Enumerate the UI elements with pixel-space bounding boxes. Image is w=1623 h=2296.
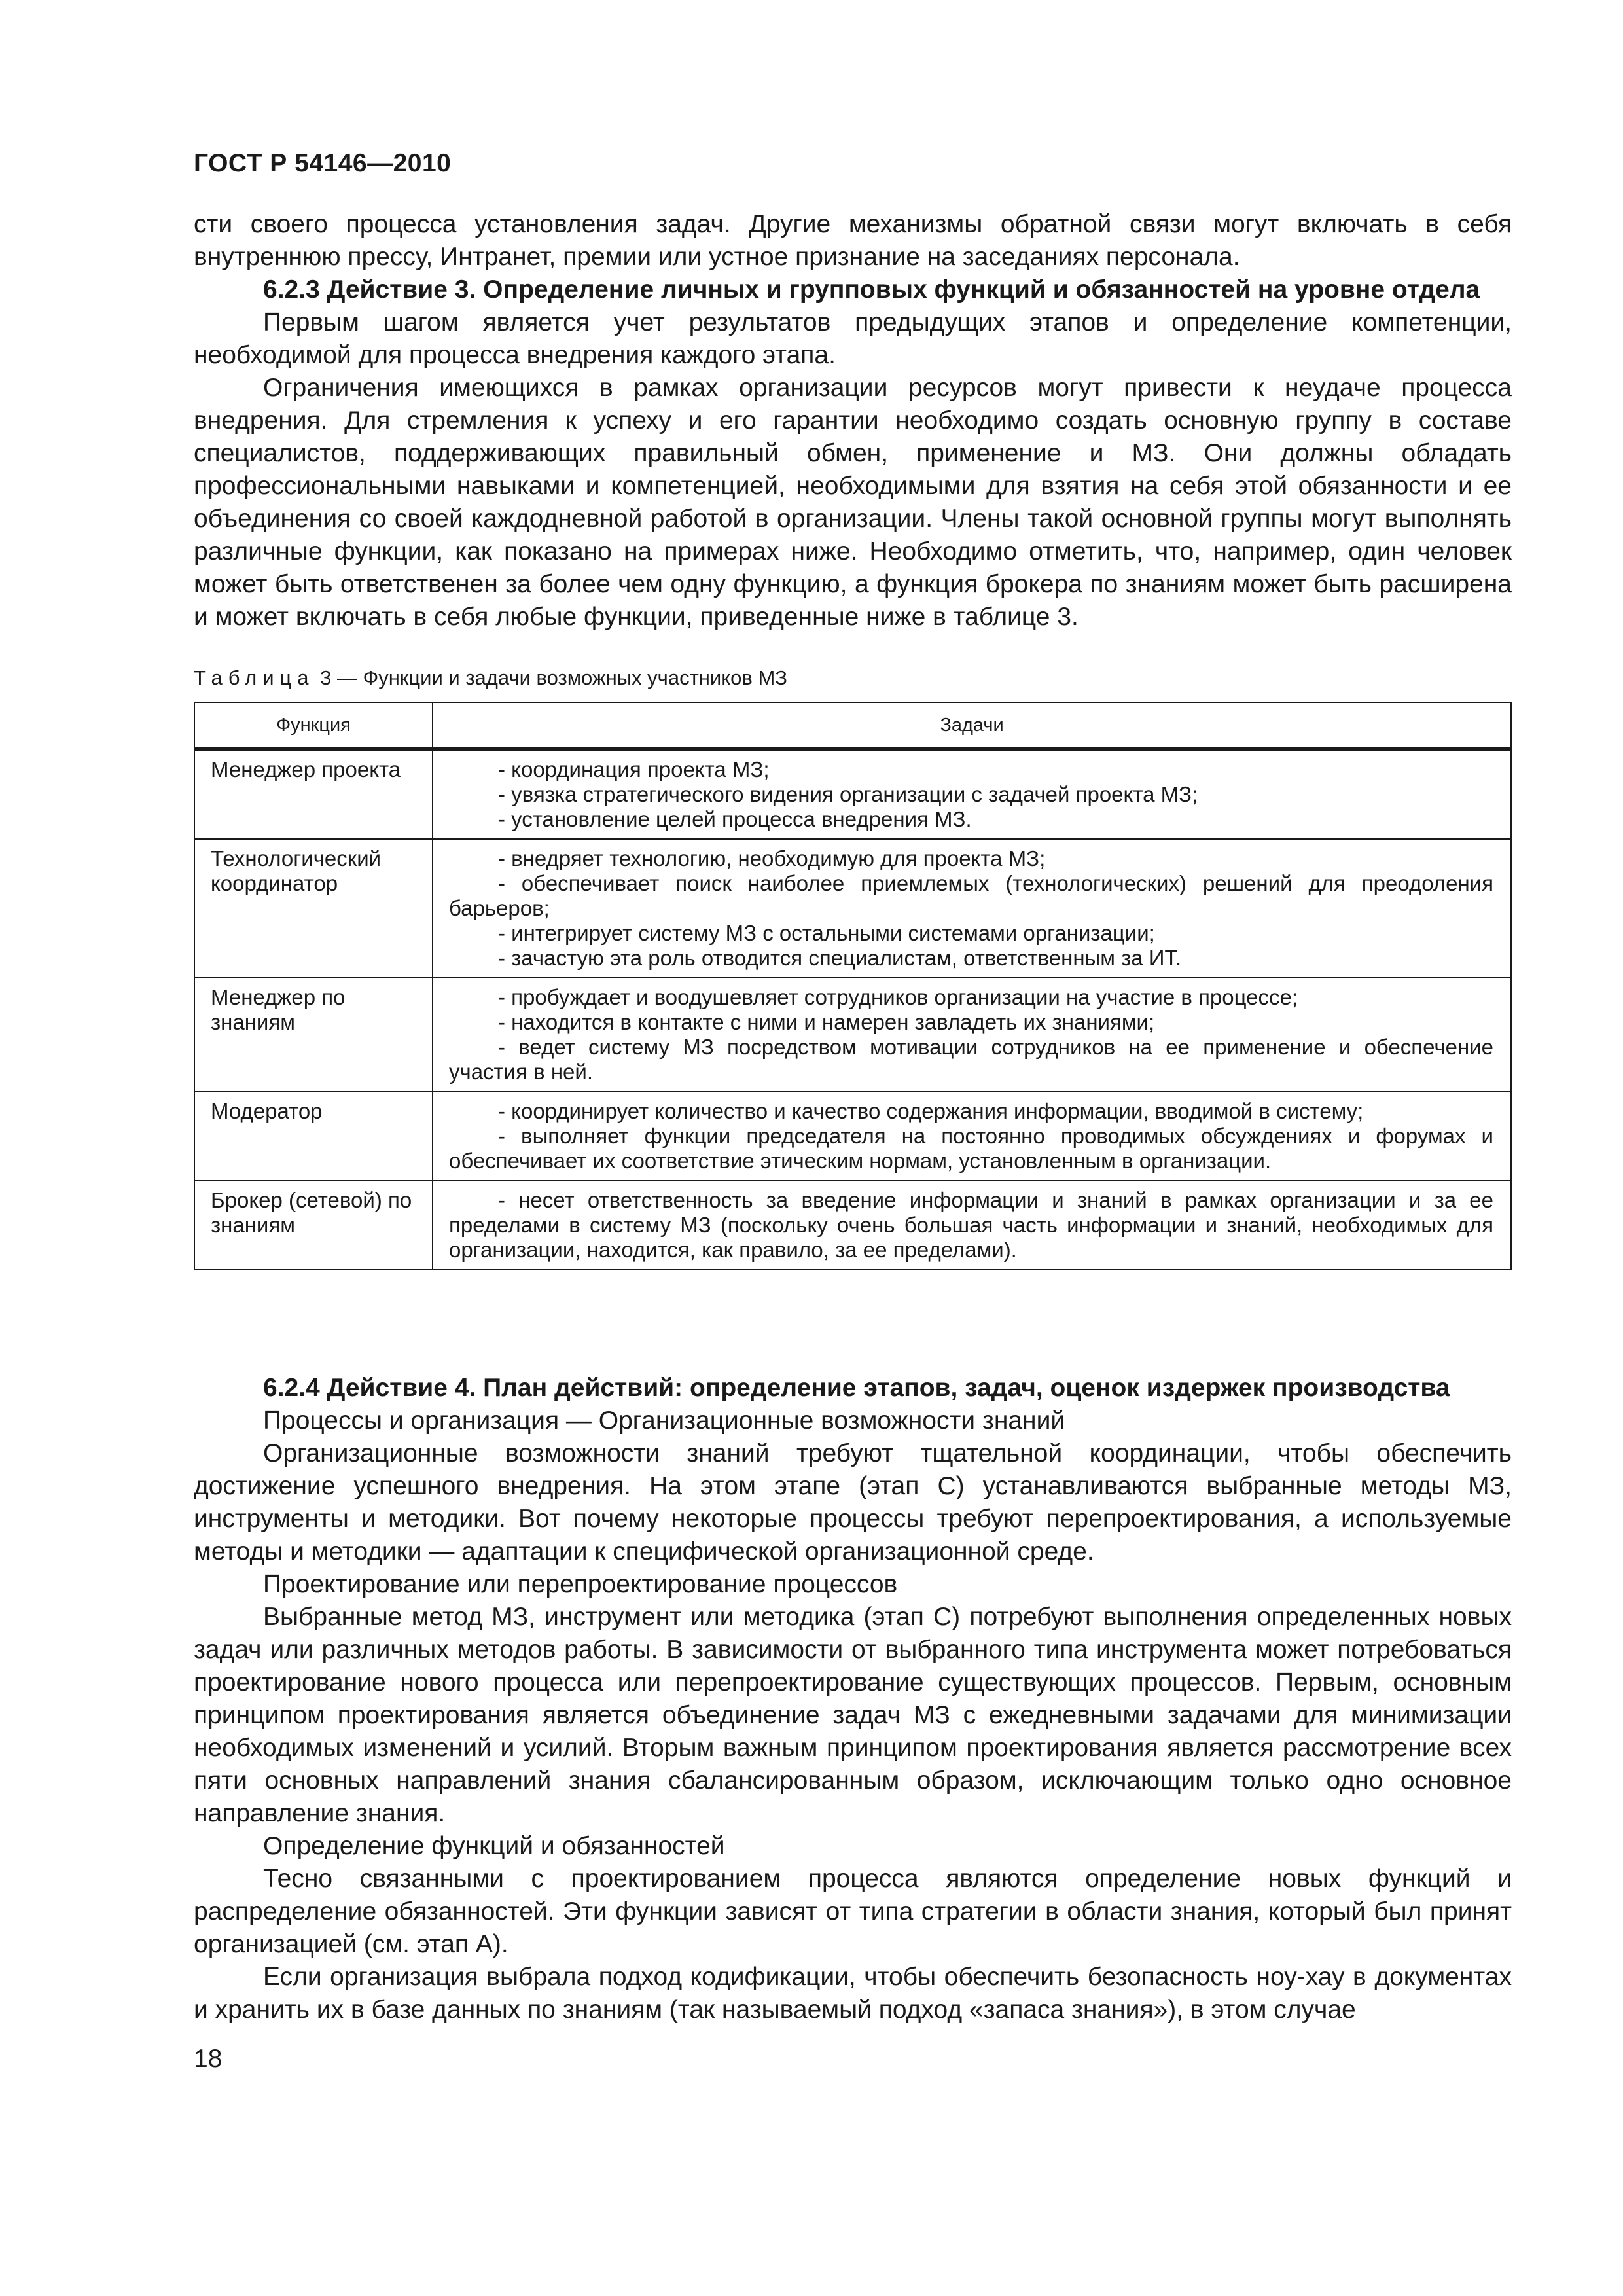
body-text-lower bbox=[194, 1372, 1512, 2026]
table-header-row bbox=[194, 702, 1511, 749]
table-row bbox=[194, 1092, 1511, 1181]
task-item: - пробуждает и воодушевляет сотрудников организации на участие в процессе; bbox=[498, 985, 1298, 1009]
paragraph: Первым шагом является учет результатов предыдущих этапов и определение компетенции, необходимой для процесса внедрения каждого этапа. bbox=[194, 308, 1512, 369]
task-item: - внедряет технологию, необходимую для проекта МЗ; bbox=[498, 846, 1046, 870]
task-item: - координирует количество и качество содержания информации, вводимой в систему; bbox=[498, 1099, 1364, 1123]
task-item: - интегрирует систему МЗ с остальными системами организации; bbox=[498, 921, 1155, 945]
task-item: - увязка стратегического видения организации с задачей проекта МЗ; bbox=[498, 782, 1198, 806]
standard-header: ГОСТ Р 54146—2010 bbox=[194, 149, 452, 177]
subheading: Процессы и организация — Организационные возможности знаний bbox=[263, 1407, 1065, 1435]
table-caption-title: 3 — Функции и задачи возможных участников МЗ bbox=[314, 666, 787, 689]
table-row bbox=[194, 749, 1511, 840]
paragraph: Если организация выбрала подход кодификации, чтобы обеспечить безопасность ноу-хау в документах и хранить их в базе данных по знаниям (так называемый подход «запаса знания»), в этом случае bbox=[194, 1963, 1512, 2024]
task-item: - координация проекта МЗ; bbox=[498, 757, 770, 781]
function-cell: Брокер (сетевой) по знаниям bbox=[194, 1181, 433, 1270]
paragraph: Организационные возможности знаний требуют тщательной координации, чтобы обеспечить достижение успешного внедрения. На этом этапе (этап С) устанавливаются выбранные методы МЗ, инструменты и методики. Вот почему некоторые процессы требуют перепроектирования, а используемые методы и методики — адаптации к специфической организационной среде. bbox=[194, 1439, 1512, 1566]
function-cell: Менеджер по знаниям bbox=[194, 978, 433, 1092]
task-item: - несет ответственность за введение информации и знаний в рамках организации и за ее пределами в систему МЗ (поскольку очень большая часть информации и знаний, необходимых для организации, находится, как правило, за ее пределами). bbox=[449, 1188, 1493, 1262]
column-header-function: Функция bbox=[194, 702, 433, 749]
section-heading-6-2-3: 6.2.3 Действие 3. Определение личных и групповых функций и обязанностей на уровне отдела bbox=[263, 276, 1480, 304]
task-item: - зачастую эта роль отводится специалистам, ответственным за ИТ. bbox=[498, 946, 1182, 970]
subheading: Проектирование или перепроектирование процессов bbox=[263, 1570, 898, 1598]
function-cell: Менеджер проекта bbox=[194, 749, 433, 840]
body-text-upper bbox=[194, 208, 1512, 634]
function-cell: Модератор bbox=[194, 1092, 433, 1181]
subheading: Определение функций и обязанностей bbox=[263, 1832, 725, 1860]
task-item: - находится в контакте с ними и намерен завладеть их знаниями; bbox=[498, 1010, 1155, 1034]
table-row bbox=[194, 1181, 1511, 1270]
functions-table bbox=[194, 702, 1512, 1270]
table-caption-label: Таблица bbox=[194, 666, 315, 689]
tasks-cell bbox=[433, 1181, 1511, 1270]
task-item: - установление целей процесса внедрения МЗ. bbox=[498, 807, 972, 831]
tasks-cell bbox=[433, 749, 1511, 840]
table-row bbox=[194, 978, 1511, 1092]
task-item: - обеспечивает поиск наиболее приемлемых (технологических) решений для преодоления барьеров; bbox=[449, 871, 1493, 920]
tasks-cell bbox=[433, 978, 1511, 1092]
paragraph: Тесно связанными с проектированием процесса являются определение новых функций и распределение обязанностей. Эти функции зависят от типа стратегии в области знания, который был принят организацией (см. этап А). bbox=[194, 1865, 1512, 1958]
table-row bbox=[194, 839, 1511, 978]
tasks-cell bbox=[433, 1092, 1511, 1181]
table-body bbox=[194, 749, 1511, 1270]
page-number: 18 bbox=[194, 2045, 223, 2073]
column-header-tasks: Задачи bbox=[433, 702, 1511, 749]
paragraph: Ограничения имеющихся в рамках организации ресурсов могут привести к неудаче процесса внедрения. Для стремления к успеху и его гарантии необходимо создать основную группу в составе специалистов, поддерживающих правильный обмен, применение и МЗ. Они должны обладать профессиональными навыками и компетенцией, необходимыми для взятия на себя этой обязанности и ее объединения со своей каждодневной работой в организации. Члены такой основной группы могут выполнять различные функции, как показано на примерах ниже. Необходимо отметить, что, например, один человек может быть ответственен за более чем одну функцию, а функция брокера по знаниям может быть расширена и может включать в себя любые функции, приведенные ниже в таблице 3. bbox=[194, 374, 1512, 631]
table-caption bbox=[194, 666, 787, 690]
task-item: - ведет систему МЗ посредством мотивации сотрудников на ее применение и обеспечение участия в ней. bbox=[449, 1035, 1493, 1084]
function-cell: Технологический координатор bbox=[194, 839, 433, 978]
paragraph: сти своего процесса установления задач. Другие механизмы обратной связи могут включать в себя внутреннюю прессу, Интранет, премии или устное признание на заседаниях персонала. bbox=[194, 210, 1512, 271]
section-heading-6-2-4: 6.2.4 Действие 4. План действий: определение этапов, задач, оценок издержек производства bbox=[263, 1374, 1450, 1402]
tasks-cell bbox=[433, 839, 1511, 978]
paragraph: Выбранные метод МЗ, инструмент или методика (этап С) потребуют выполнения определенных новых задач или различных методов работы. В зависимости от выбранного типа инструмента может потребоваться проектирование нового процесса или перепроектирование существующих процессов. Первым, основным принципом проектирования является объединение задач МЗ с ежедневными задачами для минимизации необходимых изменений и усилий. Вторым важным принципом проектирования является рассмотрение всех пяти основных направлений знания сбалансированным образом, исключающим только одно основное направление знания. bbox=[194, 1603, 1512, 1827]
task-item: - выполняет функции председателя на постоянно проводимых обсуждениях и форумах и обеспечивает их соответствие этическим нормам, установленным в организации. bbox=[449, 1124, 1493, 1173]
